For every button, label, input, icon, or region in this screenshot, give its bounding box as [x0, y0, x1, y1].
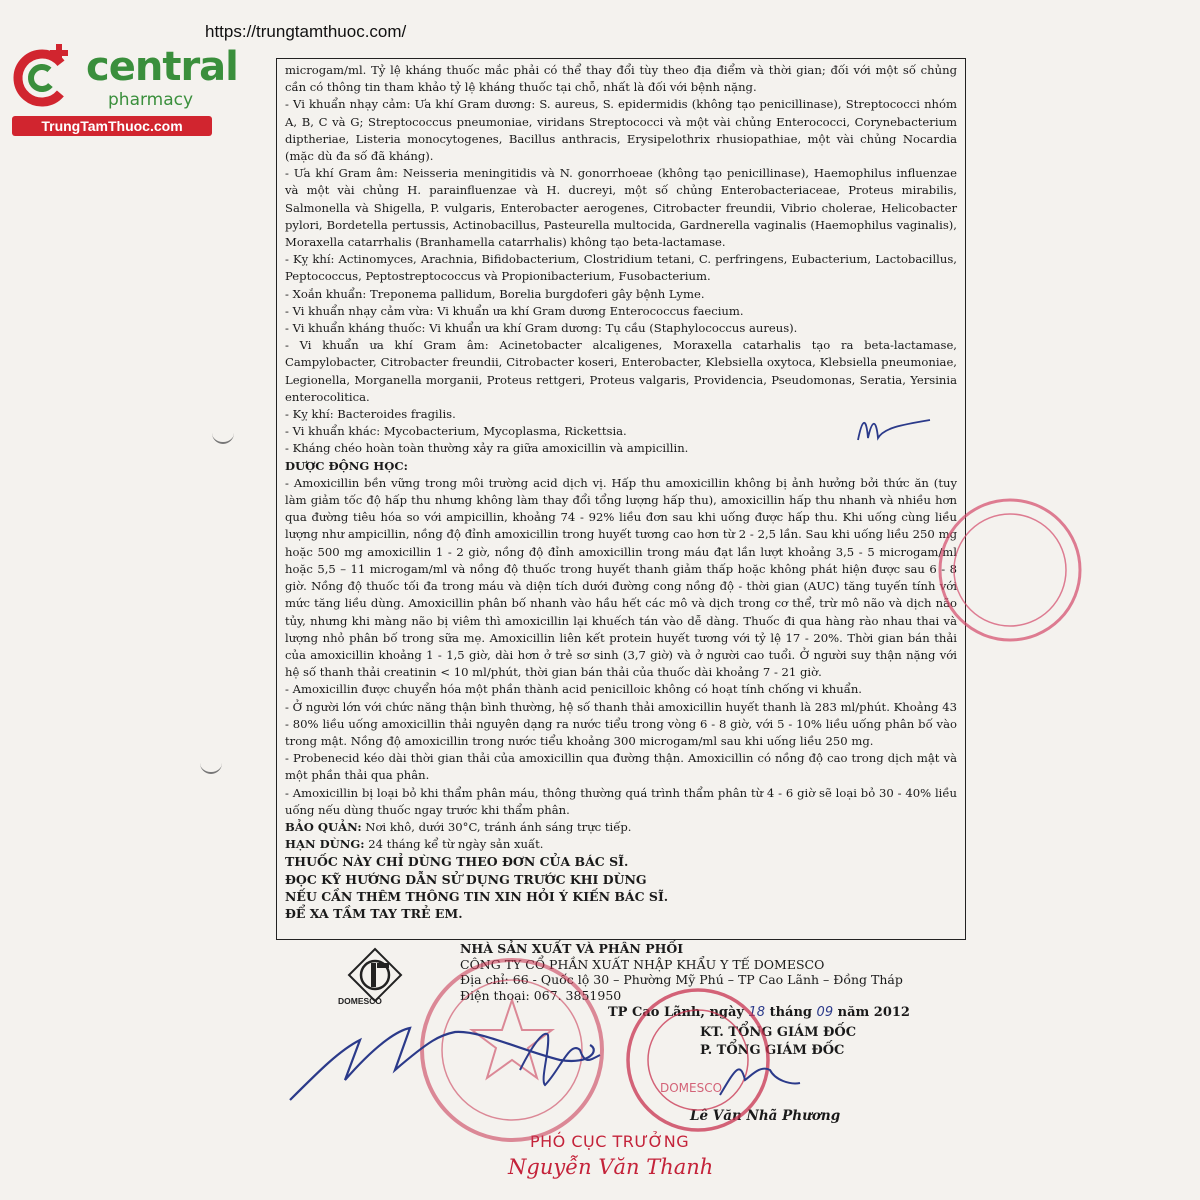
pharmacy-logo [12, 38, 238, 138]
manufacturer-info [460, 941, 903, 1003]
manufacturer-address: Địa chỉ: 66 - Quốc lộ 30 – Phường Mỹ Phú – TP Cao Lãnh – Đồng Tháp [460, 972, 903, 987]
handwritten-signature-right [720, 1069, 800, 1095]
signature-date [608, 1005, 910, 1020]
signature-role-1: KT. TỔNG GIÁM ĐỐC [700, 1025, 857, 1040]
handwritten-signature-left [290, 1028, 594, 1100]
section-text: 24 tháng kể từ ngày sản xuất. [364, 837, 544, 852]
signature-year: năm 2012 [837, 1005, 910, 1020]
leaflet-paragraph: - Kỵ khí: Bacteroides fragilis. [285, 407, 456, 422]
leaflet-paragraph: - Ưa khí Gram âm: Neisseria meningitidis và N. gonorrhoeae (không tạo penicillinase), Haemophilus influenzae và một vài chủng H. parainfluenzae và H. ducreyi, một số chủng Enterobacteriaceae, Proteus mirabilis, Salmonella và Shigella, P. vulgaris, Enterobacter aerogenes, Citrobacter freundii, Vibrio cholerae, Helicobacter pylori, Bordetella pertussis, Actinobacillus, Pasteurella multocida, Gardnerella vaginalis (Haemophilus vaginalis), Moraxella catarrhalis (Branhamella catarrhalis) không tạo beta-lactamase. [285, 166, 957, 250]
leaflet-paragraph: - Kháng chéo hoàn toàn thường xảy ra giữa amoxicillin và ampicillin. [285, 441, 689, 456]
leaflet-paragraph: - Xoắn khuẩn: Treponema pallidum, Borelia burgdoferi gây bệnh Lyme. [285, 286, 705, 301]
logo-banner: TrungTamThuoc.com [12, 116, 212, 136]
leaflet-paragraph: NẾU CẦN THÊM THÔNG TIN XIN HỎI Ý KIẾN BÁC SĨ. [285, 888, 669, 904]
leaflet-paragraph [285, 819, 957, 836]
manufacturer-heading: NHÀ SẢN XUẤT VÀ PHÂN PHỐI [460, 941, 684, 956]
leaflet-paragraph: - Vi khuẩn khác: Mycobacterium, Mycoplasma, Rickettsia. [285, 424, 627, 439]
signature-month: 09 [816, 1005, 834, 1020]
leaflet-paragraph: - Amoxicillin bền vững trong môi trường acid dịch vị. Hấp thu amoxicillin không bị ảnh hưởng bởi thức ăn (tuy làm giảm tốc độ hấp thu nhưng không làm thay đổi tổng lượng hấp thu), amoxicillin hấp thu nhanh và nhiều hơn qua đường tiêu hóa so với ampicillin, khoảng 74 - 92% liều đơn sau khi uống được hấp thu. Khi uống cùng liều lượng như ampicillin, nồng độ đỉnh amoxicillin trong huyết tương cao hơn từ 2 - 2,5 lần. Sau khi uống liều 250 mg hoặc 500 mg amoxicillin 1 - 2 giờ, nồng độ đỉnh amoxicillin trong máu đạt lần lượt khoảng 3,5 - 5 microgam/ml hoặc 5,5 – 11 microgam/ml và nồng độ thuốc trong huyết thanh giảm thấp hoặc không phát hiện được sau 6 - 8 giờ. Nồng độ thuốc tối đa trong máu và diện tích dưới đường cong nồng độ - thời gian (AUC) tăng tuyến tính với mức tăng liều dùng. Amoxicillin phân bố nhanh vào hầu hết các mô và dịch trong cơ thể, trừ mô não và dịch não tủy, nhưng khi màng não bị viêm thì amoxicillin lại khuếch tán vào dễ dàng. Thuốc đi qua hàng rào nhau thai và lượng nhỏ phân bố trong sữa mẹ. Amoxicillin liên kết protein huyết tương với tỷ lệ 17 - 20%. Thời gian bán thải của amoxicillin khoảng 1 - 1,5 giờ, dài hơn ở trẻ sơ sinh (3,7 giờ) và ở người cao tuổi. Ở người suy thận nặng với hệ số thanh thải creatinin < 10 ml/phút, thời gian bán thải của thuốc dài khoảng 7 - 21 giờ. [285, 475, 957, 680]
signer-name: Lê Văn Nhã Phương [690, 1108, 841, 1124]
manufacturer-company: CÔNG TY CỔ PHẦN XUẤT NHẬP KHẨU Y TẾ DOMESCO [460, 956, 825, 972]
stamp-name: Nguyễn Văn Thanh [508, 1155, 714, 1179]
leaflet-paragraph: DƯỢC ĐỘNG HỌC: [285, 458, 408, 473]
leaflet-body [277, 59, 965, 922]
seal-company-text: DOMESCO [660, 1081, 723, 1095]
stamp-title: PHÓ CỤC TRƯỞNG [530, 1132, 690, 1151]
punch-hole [212, 430, 234, 444]
section-label: HẠN DÙNG: [285, 837, 365, 852]
signature-day: 18 [748, 1005, 766, 1020]
leaflet-paragraph: - Ở người lớn với chức năng thận bình thường, hệ số thanh thải amoxicillin huyết thanh là 283 ml/phút. Khoảng 43 - 80% liều uống amoxicillin thải nguyên dạng ra nước tiểu trong vòng 6 - 8 giờ, với 5 - 10% liều uống phân bố vào trong mật. Nồng độ amoxicillin trong nước tiểu khoảng 300 microgam/ml sau khi uống liều 250 mg. [285, 699, 957, 748]
domesco-logo-label: DOMESCO [338, 996, 382, 1006]
source-url[interactable]: https://trungtamthuoc.com/ [205, 22, 407, 41]
signature-place: TP Cao Lãnh, ngày [608, 1005, 744, 1020]
leaflet-paragraph [285, 836, 957, 853]
leaflet-paragraph: - Amoxicillin được chuyển hóa một phần thành acid penicilloic không có hoạt tính chống vi khuẩn. [285, 682, 862, 697]
pharmacy-cross-icon [12, 42, 78, 108]
leaflet-paragraph: - Vi khuẩn kháng thuốc: Vi khuẩn ưa khí Gram dương: Tụ cầu (Staphylococcus aureus). [285, 321, 798, 336]
signature-role-2: P. TỔNG GIÁM ĐỐC [700, 1043, 845, 1058]
leaflet-paragraph: - Vi khuẩn nhạy cảm vừa: Vi khuẩn ưa khí Gram dương Enterococcus faecium. [285, 303, 744, 318]
leaflet-paragraph: ĐỂ XA TẦM TAY TRẺ EM. [285, 905, 463, 921]
leaflet-paragraph: - Vi khuẩn nhạy cảm: Ưa khí Gram dương: S. aureus, S. epidermidis (không tạo penicillinase), Streptococci nhóm A, B, C và G; Streptococcus pneumoniae, viridans Streptococci và một vài chủng Enterococci, Corynebacterium diptheriae, Listeria monocytogenes, Bacillus anthracis, Erysipelothrix rhusiopathiae, một vài chủng Nocardia (mặc dù đa số đã kháng). [285, 97, 957, 164]
section-label: BẢO QUẢN: [285, 819, 362, 834]
manufacturer-phone: Điện thoại: 067. 3851950 [460, 987, 622, 1003]
section-text: Nơi khô, dưới 30°C, tránh ánh sáng trực tiếp. [361, 819, 632, 834]
leaflet-text-box [276, 58, 966, 940]
signature-month-label: tháng [769, 1005, 813, 1020]
leaflet-paragraph: THUỐC NÀY CHỈ DÙNG THEO ĐƠN CỦA BÁC SĨ. [285, 854, 629, 870]
leaflet-paragraph: - Vi khuẩn ưa khí Gram âm: Acinetobacter alcaligenes, Moraxella catarhalis tạo ra beta-lactamase, Campylobacter, Citrobacter freundii, Citrobacter koseri, Enterobacter, Klebsiella oxytoca, Klebsiella pneumoniae, Legionella, Morganella morganii, Proteus rettgeri, Proteus valgaris, Providencia, Pseudomonas, Seratia, Yersinia enterocolitica. [285, 338, 957, 404]
logo-subtitle: pharmacy [108, 90, 194, 110]
logo-name: central [86, 44, 238, 90]
leaflet-paragraph: - Kỵ khí: Actinomyces, Arachnia, Bifidobacterium, Clostridium tetani, C. perfringens, Eubacterium, Lactobacillus, Peptococcus, Peptostreptococcus và Propionibacterium, Fusobacterium. [285, 252, 957, 284]
leaflet-paragraph: - Probenecid kéo dài thời gian thải của amoxicillin qua đường thận. Amoxicillin có nồng độ cao trong dịch mật và một phần thải qua phân. [285, 751, 957, 783]
handwritten-signature-center [520, 1034, 600, 1085]
punch-hole [200, 760, 222, 774]
leaflet-paragraph: - Amoxicillin bị loại bỏ khi thẩm phân máu, thông thường quá trình thẩm phân từ 4 - 6 giờ sẽ loại bỏ 30 - 40% liều uống nếu dùng thuốc ngay trước khi thẩm phân. [285, 785, 957, 817]
leaflet-paragraph: ĐỌC KỸ HƯỚNG DẪN SỬ DỤNG TRƯỚC KHI DÙNG [285, 871, 647, 887]
leaflet-paragraph: microgam/ml. Tỷ lệ kháng thuốc mắc phải có thể thay đổi tùy theo địa điểm và thời gian; đối với một số chủng cần có thông tin tham khảo tỷ lệ kháng thuốc tại chỗ, nhất là đối với bệnh nặng. [285, 63, 957, 95]
